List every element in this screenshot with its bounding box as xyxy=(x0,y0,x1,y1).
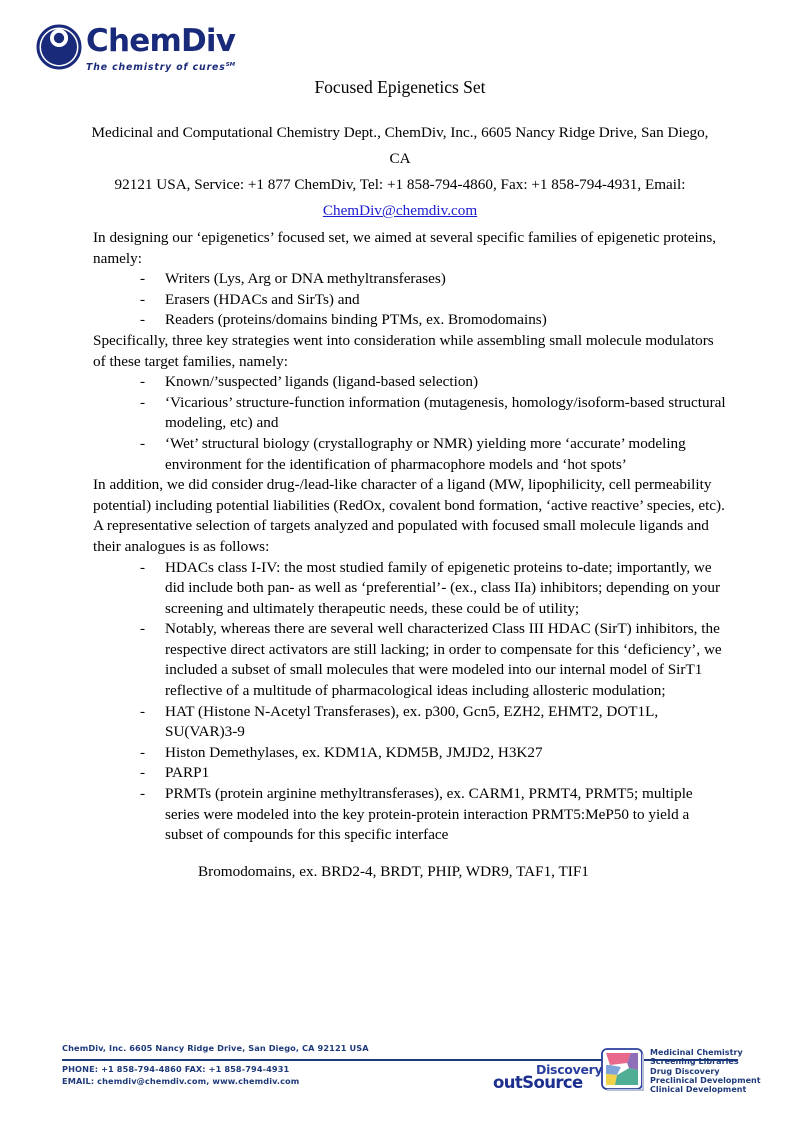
list-item-text: Erasers (HDACs and SirTs) and xyxy=(165,290,360,308)
list-item-text: HDACs class I-IV: the most studied family of epigenetic proteins to-date; importantly, we did include both pan- as well as ‘preferential’- (ex., class IIa) inhibitors; depending on your screening and ultimately therapeutic needs, these could be of utility; xyxy=(165,558,721,617)
contact-line-1: Medicinal and Computational Chemistry Dept., ChemDiv, Inc., 6605 Nancy Ridge Drive, San Diego, CA xyxy=(91,124,709,167)
list-item-text: Readers (proteins/domains binding PTMs, ex. Bromodomains) xyxy=(165,311,547,329)
email-link[interactable]: ChemDiv@chemdiv.com xyxy=(322,202,478,219)
list-item-text: Histon Demethylases, ex. KDM1A, KDM5B, JMJD2, H3K27 xyxy=(165,743,543,761)
dash-marker: - xyxy=(140,743,146,761)
chemdiv-logo xyxy=(36,24,266,75)
list-item-text: ‘Wet’ structural biology (crystallography or NMR) yielding more ‘accurate’ modeling environment for the identification of pharmacophore models and ‘hot spots’ xyxy=(165,434,686,473)
document-body xyxy=(93,228,730,882)
selection-paragraph: A representative selection of targets analyzed and populated with focused small molecule ligands and their analogues is as follows: xyxy=(93,517,709,555)
list-item-text: PARP1 xyxy=(165,764,210,782)
list-item xyxy=(93,372,730,393)
intro-paragraph: In designing our ‘epigenetics’ focused set, we aimed at several specific families of epigenetic proteins, namely: xyxy=(93,229,717,267)
list-item-text: PRMTs (protein arginine methyltransferases), ex. CARM1, PRMT4, PRMT5; multiple series were modeled into the key protein-protein interaction PRMT5:MeP50 to yield a subset of compounds for this specific interface xyxy=(165,785,693,844)
letterhead xyxy=(36,24,266,82)
strategies-list xyxy=(93,372,730,475)
list-item-text: Known/’suspected’ ligands (ligand-based selection) xyxy=(165,373,479,391)
list-item xyxy=(93,290,730,311)
bromodomains-note: Bromodomains, ex. BRD2-4, BRDT, PHIP, WDR9, TAF1, TIF1 xyxy=(198,862,589,880)
list-item xyxy=(93,310,730,331)
dash-marker: - xyxy=(140,311,146,329)
brand-tagline-text: The chemistry of cures xyxy=(86,62,226,73)
footer-email-line: EMAIL: chemdiv@chemdiv.com, www.chemdiv.com xyxy=(62,1075,300,1086)
service-item: Drug Discovery xyxy=(650,1066,720,1076)
list-item-text: ‘Vicarious’ structure-function information (mutagenesis, homology/isoform-based structural modeling, etc) and xyxy=(165,393,726,432)
list-item xyxy=(93,393,730,434)
footer-phone-line: PHONE: +1 858-794-4860 FAX: +1 858-794-4931 xyxy=(62,1064,290,1074)
service-item: Preclinical Development xyxy=(650,1075,761,1085)
list-item xyxy=(93,558,730,620)
dash-marker: - xyxy=(140,558,146,576)
chemdiv-swirl-icon xyxy=(36,24,82,70)
strategies-paragraph: Specifically, three key strategies went into consideration while assembling small molecule modulators of these target families, namely: xyxy=(93,331,714,370)
dash-marker: - xyxy=(140,785,146,803)
dash-marker: - xyxy=(140,702,146,720)
dash-marker: - xyxy=(140,270,146,288)
dash-marker: - xyxy=(140,434,146,452)
page-title: Focused Epigenetics Set xyxy=(314,77,486,97)
dash-marker: - xyxy=(140,764,146,782)
services-mosaic-icon xyxy=(601,1048,645,1092)
targets-list xyxy=(93,558,730,846)
contact-line-2: 92121 USA, Service: +1 877 ChemDiv, Tel: +1 858-794-4860, Fax: +1 858-794-4931, Email: xyxy=(114,176,686,193)
brand-tagline xyxy=(86,62,235,73)
list-item-text: Writers (Lys, Arg or DNA methyltransferases) xyxy=(165,270,446,288)
list-item xyxy=(93,743,730,764)
discovery-outsource-logo xyxy=(493,1062,603,1096)
dash-marker: - xyxy=(140,393,146,411)
chemdiv-wordmark xyxy=(86,24,266,75)
page-footer xyxy=(0,1040,800,1104)
footer-contact xyxy=(62,1064,299,1087)
dash-marker: - xyxy=(140,290,146,308)
footer-address: ChemDiv, Inc. 6605 Nancy Ridge Drive, San Diego, CA 92121 USA xyxy=(62,1043,369,1053)
intro-list xyxy=(93,269,730,331)
list-item xyxy=(93,784,730,846)
service-item: Screening Libraries xyxy=(650,1057,739,1067)
dash-marker: - xyxy=(140,373,146,391)
list-item xyxy=(93,619,730,701)
outsource-word: outSource xyxy=(493,1073,583,1092)
dash-marker: - xyxy=(140,620,146,638)
list-item-text: Notably, whereas there are several well characterized Class III HDAC (SirT) inhibitors, the respective direct activators are still lacking; in order to compensate for this ‘deficiency’, we included a subset of small molecules that were modeled into our internal model of SirT1 reflective of a multitude of pharmacological ideas including allosteric modulation; xyxy=(165,620,722,700)
list-item xyxy=(93,434,730,475)
list-item xyxy=(93,702,730,743)
list-item xyxy=(93,763,730,784)
service-item: Clinical Development xyxy=(650,1085,747,1095)
addition-paragraph: In addition, we did consider drug-/lead-like character of a ligand (MW, lipophilicity, cell permeability potential) including potential liabilities (RedOx, covalent bond formation, ‘active reactive’ species, etc). xyxy=(93,476,725,514)
contact-block xyxy=(88,120,712,224)
discovery-word-text: Discovery xyxy=(536,1062,603,1077)
list-item xyxy=(93,269,730,290)
list-item-text: HAT (Histone N-Acetyl Transferases), ex. p300, Gcn5, EZH2, EHMT2, DOT1L, SU(VAR)3-9 xyxy=(165,702,659,741)
services-list xyxy=(650,1048,761,1094)
brand-name: ChemDiv xyxy=(86,23,236,59)
contact-email-row xyxy=(88,198,712,224)
service-item: Medicinal Chemistry xyxy=(650,1048,743,1057)
brand-tagline-tm: SM xyxy=(225,61,236,68)
